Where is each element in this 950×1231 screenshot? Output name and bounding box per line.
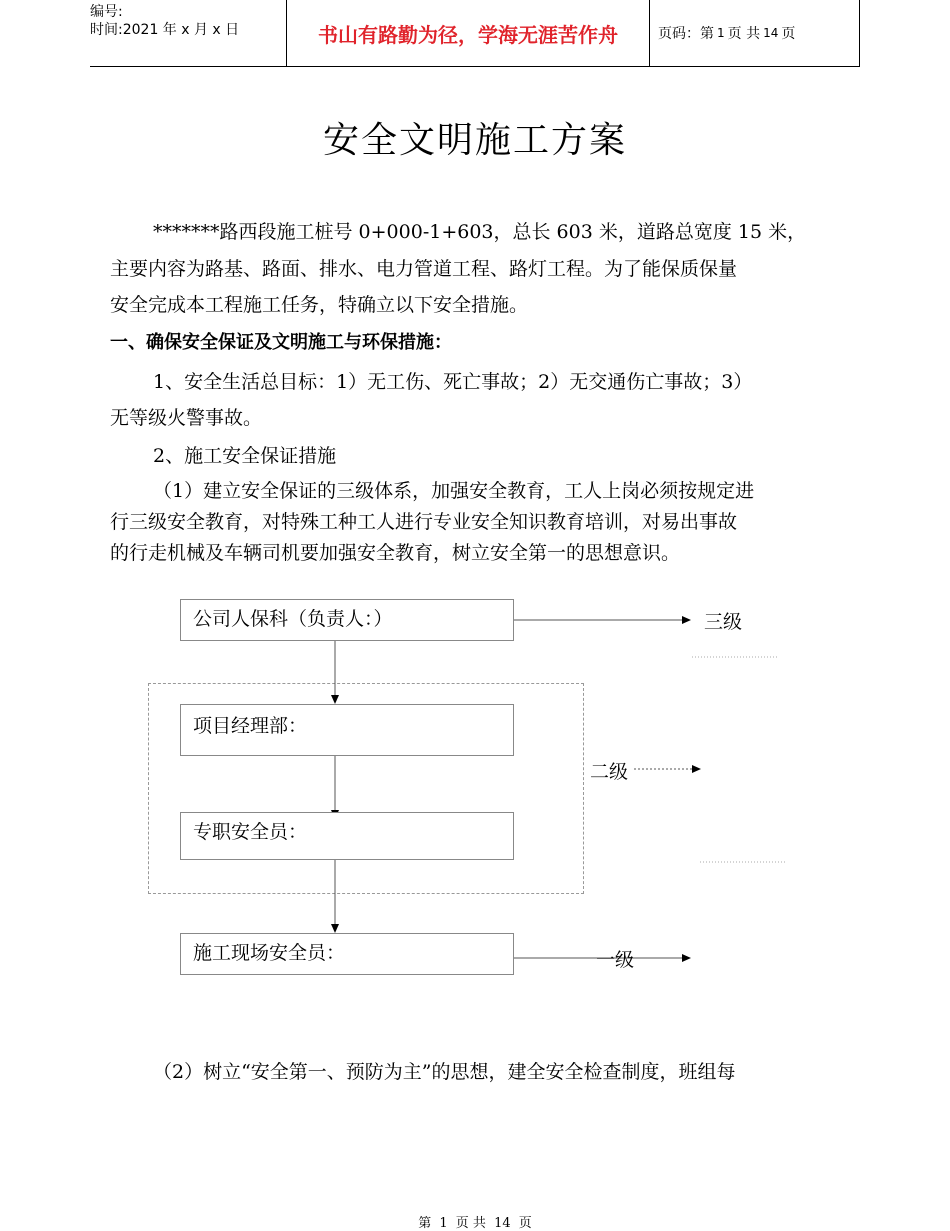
- page-end: 页: [781, 26, 796, 42]
- flow-box-safety-officer: [180, 812, 514, 860]
- document-title: 安全文明施工方案: [322, 120, 627, 161]
- item2-heading: 2、施工安全保证措施: [153, 445, 337, 467]
- sub1-line-1: （1）建立安全保证的三级体系，加强安全教育，工人上岗必须按规定进: [153, 480, 755, 502]
- footer-mid: 页 共: [455, 1216, 486, 1231]
- page-total: 14: [763, 26, 779, 40]
- intro-line-3: 安全完成本工程施工任务，特确立以下安全措施。: [110, 294, 529, 316]
- header-motto: 书山有路勤为径，学海无涯苦作舟: [318, 22, 618, 47]
- page-current: 1: [717, 26, 725, 40]
- flow-box-safety-officer-label: 专职安全员：: [193, 820, 308, 843]
- flow-box-project-dept: [180, 704, 514, 756]
- flow-box-site-safety-label: 施工现场安全员：: [193, 941, 346, 964]
- serial-label: 编号:: [90, 4, 123, 20]
- flow-box-project-dept-label: 项目经理部：: [193, 714, 308, 737]
- intro-line-2: 主要内容为路基、路面、排水、电力管道工程、路灯工程。为了能保质保量: [110, 258, 738, 280]
- footer-page: 1: [439, 1216, 448, 1231]
- footer-suffix: 页: [518, 1216, 532, 1231]
- time-label: 时间:2021 年 x 月 x 日: [90, 22, 240, 38]
- flow-box-company: [180, 599, 514, 641]
- page-footer: [0, 1212, 950, 1231]
- sub1-line-3: 的行走机械及车辆司机要加强安全教育，树立安全第一的思想意识。: [110, 542, 681, 564]
- section-heading: 一、确保安全保证及文明施工与环保措施：: [110, 332, 452, 353]
- sub1-line-2: 行三级安全教育，对特殊工种工人进行专业安全知识教育培训，对易出事故: [110, 511, 738, 533]
- flow-box-company-label: 公司人保科（负责人：）: [193, 607, 393, 630]
- intro-line-1: *******路西段施工桩号 0+000-1+603，总长 603 米，道路总宽度 15 米，: [153, 221, 807, 243]
- level3-label: 三级: [704, 611, 743, 633]
- level2-label: 二级: [590, 761, 629, 783]
- item1-line-2: 无等级火警事故。: [110, 407, 263, 429]
- level1-label: 一级: [596, 949, 635, 971]
- footer-prefix: 第: [418, 1216, 432, 1231]
- footer-total: 14: [494, 1216, 511, 1231]
- sub2-line-1: （2）树立“安全第一、预防为主”的思想，建全安全检查制度，班组每: [153, 1061, 736, 1083]
- page-label: 页码：第: [658, 26, 714, 42]
- item1-line-1: 1、安全生活总目标：1）无工伤、死亡事故；2）无交通伤亡事故；3）: [153, 371, 753, 393]
- page-unit: 页 共: [727, 26, 761, 42]
- flow-box-site-safety: [180, 933, 514, 975]
